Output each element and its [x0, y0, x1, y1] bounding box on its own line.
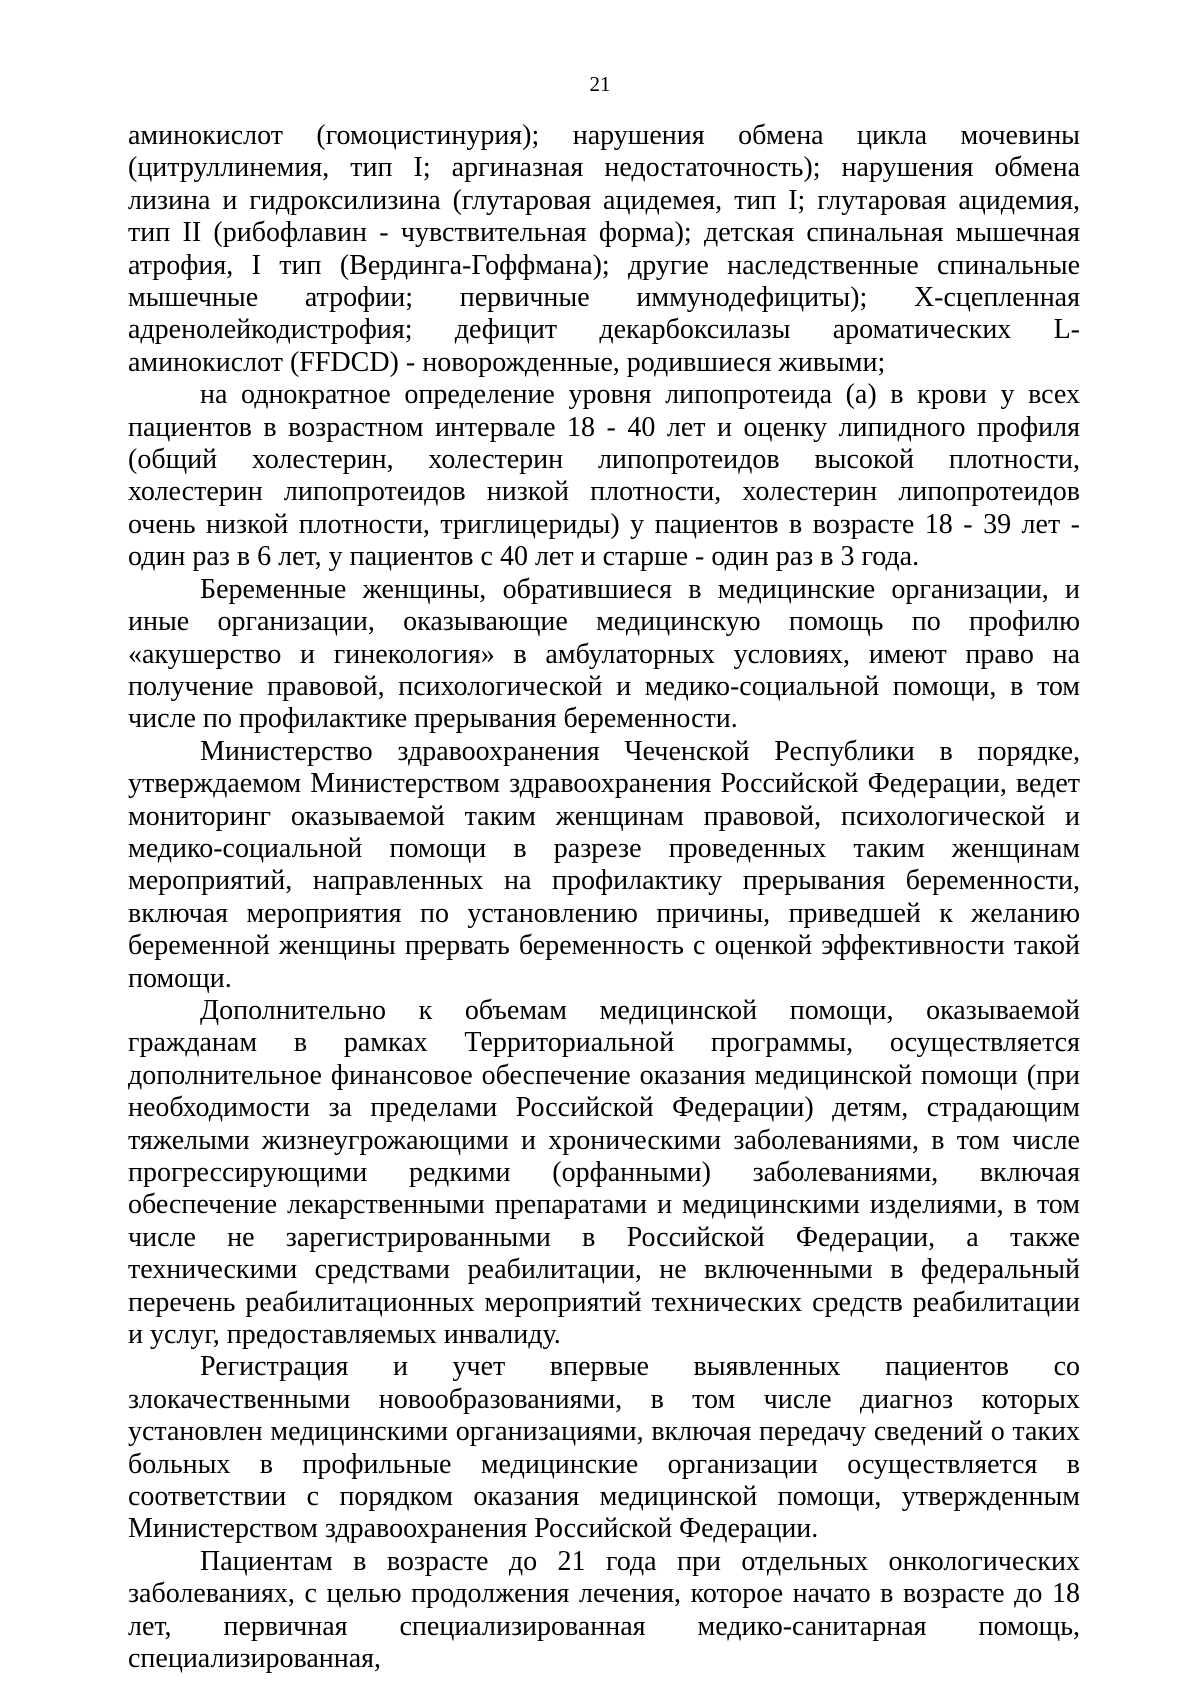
paragraph-3: Беременные женщины, обратившиеся в медицинские организации, и иные организации, оказывающие медицинскую помощь по профилю «акушерство и гинекология» в амбулаторных условиях, имеют право на получение правовой, психологической и медико-социальной помощи, в том числе по профилактике прерывания беременности. — [128, 573, 1080, 735]
paragraph-7: Пациентам в возрасте до 21 года при отдельных онкологических заболеваниях, с целью продолжения лечения, которое начато в возрасте до 18 лет, первичная специализированная медико-санитарная помощь, специализированная, — [128, 1545, 1080, 1675]
paragraph-4: Министерство здравоохранения Чеченской Республики в порядке, утверждаемом Министерством здравоохранения Российской Федерации, ведет мониторинг оказываемой таким женщинам правовой, психологической и медико-социальной помощи в разрезе проведенных таким женщинам мероприятий, направленных на профилактику прерывания беременности, включая мероприятия по установлению причины, приведшей к желанию беременной женщины прервать беременность с оценкой эффективности такой помощи. — [128, 735, 1080, 994]
paragraph-6: Регистрация и учет впервые выявленных пациентов со злокачественными новообразованиями, в том числе диагноз которых установлен медицинскими организациями, включая передачу сведений о таких больных в профильные медицинские организации осуществляется в соответствии с порядком оказания медицинской помощи, утвержденным Министерством здравоохранения Российской Федерации. — [128, 1351, 1080, 1545]
paragraph-2: на однократное определение уровня липопротеида (а) в крови у всех пациентов в возрастном интервале 18 - 40 лет и оценку липидного профиля (общий холестерин, холестерин липопротеидов высокой плотности, холестерин липопротеидов низкой плотности, холестерин липопротеидов очень низкой плотности, триглицериды) у пациентов в возрасте 18 - 39 лет - один раз в 6 лет, у пациентов с 40 лет и старше - один раз в 3 года. — [128, 379, 1080, 573]
body-text — [128, 120, 1080, 1676]
page-number: 21 — [589, 72, 611, 96]
paragraph-1: аминокислот (гомоцистинурия); нарушения обмена цикла мочевины (цитруллинемия, тип I; аргиназная недостаточность); нарушения обмена лизина и гидроксилизина (глутаровая ацидемея, тип I; глутаровая ацидемия, тип II (рибофлавин - чувствительная форма); детская спинальная мышечная атрофия, I тип (Вердинга-Гоффмана); другие наследственные спинальные мышечные атрофии; первичные иммунодефициты); X-сцепленная адренолейкодистрофия; дефицит декарбоксилазы ароматических L-аминокислот (FFDCD) - новорожденные, родившиеся живыми; — [128, 120, 1080, 378]
paragraph-5: Дополнительно к объемам медицинской помощи, оказываемой гражданам в рамках Территориальной программы, осуществляется дополнительное финансовое обеспечение оказания медицинской помощи (при необходимости за пределами Российской Федерации) детям, страдающим тяжелыми жизнеугрожающими и хроническими заболеваниями, в том числе прогрессирующими редкими (орфанными) заболеваниями, включая обеспечение лекарственными препаратами и медицинскими изделиями, в том числе не зарегистрированными в Российской Федерации, а также техническими средствами реабилитации, не включенными в федеральный перечень реабилитационных мероприятий технических средств реабилитации и услуг, предоставляемых инвалиду. — [128, 994, 1080, 1351]
